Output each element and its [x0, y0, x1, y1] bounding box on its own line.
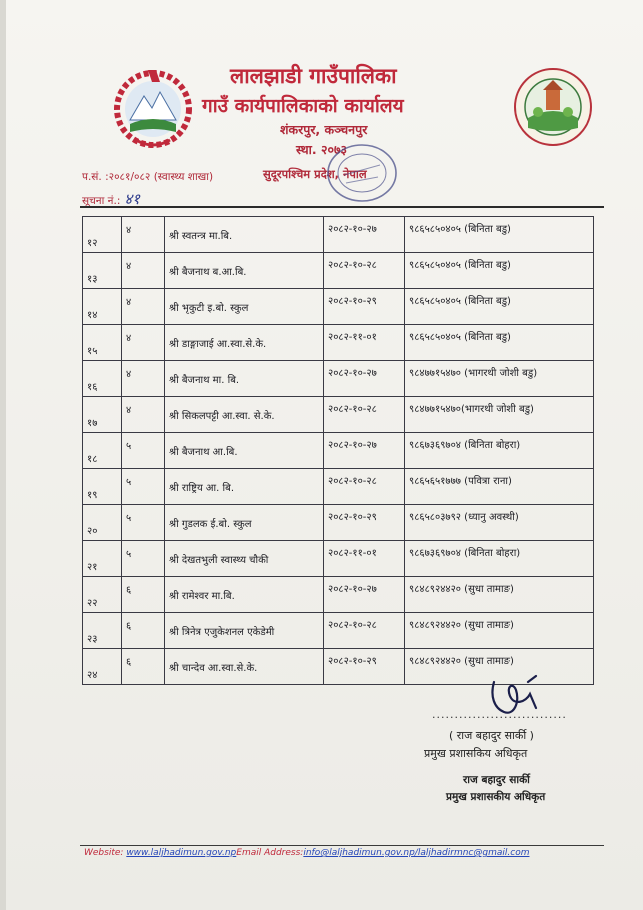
signature-dotted-line: ..............................	[432, 708, 567, 721]
notice-label: सूचना नं.:	[82, 195, 121, 207]
address-line-3: सुदूरपश्चिम प्रदेश, नेपाल	[263, 167, 367, 181]
institution-name-cell: श्री बैजनाथ आ.बि.	[165, 433, 324, 469]
serial-number-cell: १४	[83, 289, 122, 325]
date-cell: २०८२-१०-२९	[324, 649, 405, 685]
contact-cell: ९८६५८५०४०५ (बिनिता बडु)	[405, 289, 594, 325]
institution-name-cell: श्री देखतभुली स्वास्थ्य चौकी	[165, 541, 324, 577]
contact-cell: ९८४८९२४४२० (सुधा तामाङ)	[405, 613, 594, 649]
ward-number-cell: ५	[122, 469, 165, 505]
office-name: गाउँ कार्यपालिकाको कार्यालय	[202, 95, 404, 117]
office-stamp-icon	[300, 135, 420, 215]
website-label: Website:	[84, 848, 127, 858]
signatory-name-handwritten: ( राज बहादुर सार्की )	[449, 729, 534, 742]
institution-name-cell: श्री बैजनाथ ब.आ.बि.	[165, 253, 324, 289]
ward-number-cell: ५	[122, 433, 165, 469]
reference-number: प.सं. :२०८१/०८२ (स्वास्थ्य शाखा)	[82, 171, 214, 183]
date-cell: २०८२-१०-२८	[324, 613, 405, 649]
footer	[84, 848, 529, 858]
contact-cell: ९८४७७१५४७० (भागरथी जोशी बडु)	[405, 361, 594, 397]
ward-number-cell: ४	[122, 289, 165, 325]
contact-cell: ९८६७३६९७०४ (बिनिता बोहरा)	[405, 541, 594, 577]
institution-name-cell: श्री बैजनाथ मा. बि.	[165, 361, 324, 397]
date-cell: २०८२-१०-२७	[324, 217, 405, 253]
serial-number-cell: १८	[83, 433, 122, 469]
signatory-title-stamp: प्रमुख प्रशासकीय अधिकृत	[446, 791, 546, 803]
serial-number-cell: १६	[83, 361, 122, 397]
institution-name-cell: श्री गुडलक ई.बो. स्कुल	[165, 505, 324, 541]
date-cell: २०८२-१०-२७	[324, 433, 405, 469]
serial-number-cell: २२	[83, 577, 122, 613]
institution-name-cell: श्री राष्ट्रिय आ. बि.	[165, 469, 324, 505]
ward-number-cell: ४	[122, 253, 165, 289]
notice-value: ४१	[124, 190, 140, 208]
table-row	[83, 577, 594, 613]
contact-cell: ९८६५६५१७७७ (पवित्रा राना)	[405, 469, 594, 505]
institution-name-cell: श्री डाङ्गाजाई आ.स्वा.से.के.	[165, 325, 324, 361]
nepal-emblem-icon	[108, 62, 198, 152]
table-row	[83, 433, 594, 469]
date-cell: २०८२-१०-२९	[324, 505, 405, 541]
serial-number-cell: १७	[83, 397, 122, 433]
date-cell: २०८२-१०-२९	[324, 289, 405, 325]
serial-number-cell: १२	[83, 217, 122, 253]
table-row	[83, 469, 594, 505]
date-cell: २०८२-११-०१	[324, 325, 405, 361]
address-line-1: शंकरपुर, कञ्चनपुर	[280, 122, 368, 137]
footer-divider	[80, 845, 604, 846]
serial-number-cell: २४	[83, 649, 122, 685]
institution-name-cell: श्री स्वतन्त्र मा.बि.	[165, 217, 324, 253]
address-line-2: स्था. २०७३	[296, 142, 347, 157]
contact-cell: ९८४८९२४४२० (सुधा तामाङ)	[405, 649, 594, 685]
institution-name-cell: श्री चान्देव आ.स्वा.से.के.	[165, 649, 324, 685]
contact-cell: ९८४८९२४४२० (सुधा तामाङ)	[405, 577, 594, 613]
table-row	[83, 361, 594, 397]
ward-number-cell: ५	[122, 541, 165, 577]
ward-number-cell: ६	[122, 613, 165, 649]
table-row	[83, 325, 594, 361]
serial-number-cell: २१	[83, 541, 122, 577]
serial-number-cell: १५	[83, 325, 122, 361]
municipality-seal-icon	[512, 66, 594, 148]
header-divider	[80, 206, 604, 208]
contact-cell: ९८६५८५०४०५ (बिनिता बडु)	[405, 217, 594, 253]
schedule-table	[82, 216, 594, 685]
contact-cell: ९८६५८०३७९२ (ध्यानु अवस्थी)	[405, 505, 594, 541]
email-label: Email Address:	[236, 848, 304, 858]
table-row	[83, 253, 594, 289]
institution-name-cell: श्री रामेश्वर मा.बि.	[165, 577, 324, 613]
date-cell: २०८२-१०-२७	[324, 361, 405, 397]
table-row	[83, 505, 594, 541]
serial-number-cell: १९	[83, 469, 122, 505]
table-row	[83, 289, 594, 325]
contact-cell: ९८४७७१५४७०(भागरथी जोशी बडु)	[405, 397, 594, 433]
contact-cell: ९८६५८५०४०५ (बिनिता बडु)	[405, 253, 594, 289]
ward-number-cell: ४	[122, 217, 165, 253]
date-cell: २०८२-१०-२७	[324, 577, 405, 613]
contact-cell: ९८६५८५०४०५ (बिनिता बडु)	[405, 325, 594, 361]
date-cell: २०८२-११-०१	[324, 541, 405, 577]
date-cell: २०८२-१०-२८	[324, 397, 405, 433]
serial-number-cell: २३	[83, 613, 122, 649]
ward-number-cell: ४	[122, 397, 165, 433]
signatory-title-handwritten: प्रमुख प्रशासकिय अधिकृत	[424, 747, 528, 760]
ward-number-cell: ४	[122, 361, 165, 397]
table-row	[83, 541, 594, 577]
contact-cell: ९८६७३६९७०४ (बिनिता बोहरा)	[405, 433, 594, 469]
institution-name-cell: श्री सिकलपट्टी आ.स्वा. से.के.	[165, 397, 324, 433]
email-link[interactable]: info@laljhadimun.gov.np/laljhadirmnc@gmail.com	[303, 848, 530, 858]
page-edge	[0, 0, 6, 910]
org-name: लालझाडी गाउँपालिका	[230, 64, 397, 88]
serial-number-cell: २०	[83, 505, 122, 541]
date-cell: २०८२-१०-२८	[324, 253, 405, 289]
serial-number-cell: १३	[83, 253, 122, 289]
ward-number-cell: ६	[122, 577, 165, 613]
date-cell: २०८२-१०-२८	[324, 469, 405, 505]
ward-number-cell: ५	[122, 505, 165, 541]
institution-name-cell: श्री त्रिनेत्र एजुकेशनल एकेडेमी	[165, 613, 324, 649]
signatory-name-stamp: राज बहादुर सार्की	[463, 774, 530, 786]
table-row	[83, 613, 594, 649]
institution-name-cell: श्री भृकुटी इ.बो. स्कुल	[165, 289, 324, 325]
website-link[interactable]: www.laljhadimun.gov.np	[126, 848, 237, 858]
table-row	[83, 217, 594, 253]
ward-number-cell: ६	[122, 649, 165, 685]
table-row	[83, 397, 594, 433]
ward-number-cell: ४	[122, 325, 165, 361]
